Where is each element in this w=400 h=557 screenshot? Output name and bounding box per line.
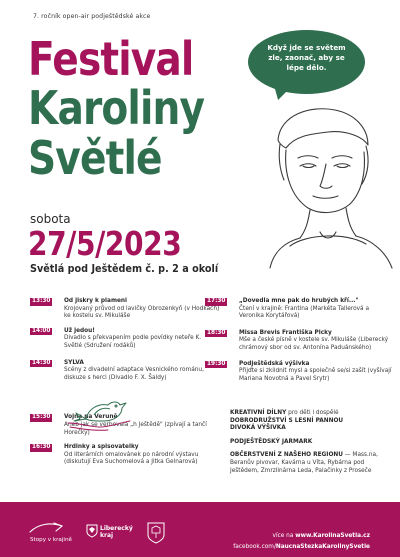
program-item — [30, 360, 220, 383]
portrait-illustration — [250, 100, 400, 270]
workshops-title-2: DOBRODRUŽSTVÍ S LESNÍ PANNOU — [230, 417, 344, 424]
footprints-icon — [28, 520, 68, 536]
event-date: 27/5/2023 — [28, 224, 182, 263]
program-desc: Přijďte si zkildnit mysl a společně se/si zašít (vyšívají Mariana Novotná a Pavel Srytr) — [239, 368, 392, 382]
program-time: 14:00 — [32, 327, 51, 334]
workshops-title: KREATIVNÍ DÍLNY — [230, 410, 287, 416]
logo-stopy-label: Stopy v krajině — [30, 537, 72, 543]
quote-text: Když jde se světem zle, zaonač, aby se lépe dělo. — [267, 43, 346, 72]
facebook-link[interactable]: NaucnaStezkaKarolinySvetle — [275, 544, 370, 550]
program-item — [205, 361, 395, 384]
extra-activities — [230, 410, 380, 481]
folk-bird-icon — [64, 393, 144, 433]
website-prefix: více na — [272, 533, 294, 539]
program-time: 17:30 — [207, 298, 226, 304]
market-title: PODJEŠTĚDSKÝ JARMARK — [230, 438, 313, 445]
program-right — [205, 298, 395, 391]
program-title: Od jiskry k plameni — [64, 298, 128, 304]
workshops-title-3: DIVOKÁ VÝŠIVKA — [230, 425, 286, 432]
program-desc: Scény z divadelní adaptace Vesnického románu, diskuze s herci (Divadlo F. X. Šaldy) — [64, 367, 204, 381]
program-item — [30, 444, 220, 467]
food-title: OBČERSTVENÍ Z NAŠEHO REGIONU — [230, 452, 343, 459]
program-desc: Mše a české písně v kostele sv. Mikuláše (Liberecký chrámový sbor od sv. Antonína Paduánského) — [239, 337, 389, 351]
program-time: 13:30 — [32, 298, 51, 304]
program-title: „Dovedla mne pak do hrubých kří..." — [239, 298, 359, 304]
title-festival: Festival — [28, 32, 194, 86]
title-svetle: Světlé — [28, 131, 162, 185]
food-block — [230, 452, 380, 475]
program-time: 18:30 — [207, 329, 226, 336]
title-karoliny: Karoliny — [28, 81, 205, 135]
edition-label: 7. ročník open-air podještědské akce — [33, 13, 151, 20]
program-desc: Od literárních omalovánek po národní výstavu (diskutují Eva Suchomelová a Jitka Gelnarová) — [64, 451, 199, 466]
program-title: Podještědská výšivka — [239, 360, 310, 367]
event-place: Světlá pod Ještědem č. p. 2 a okolí — [30, 263, 219, 275]
program-item — [205, 330, 395, 353]
program-item — [205, 298, 395, 321]
market-block — [230, 439, 380, 447]
quote-bubble — [248, 30, 365, 94]
footer-links — [233, 531, 370, 553]
logo-liberecky-kraj — [86, 524, 134, 548]
logo-kraj-line2: kraj — [100, 531, 114, 539]
workshops-block — [230, 410, 380, 433]
program-time: 16:30 — [32, 444, 51, 451]
program-left — [30, 298, 220, 467]
event-day: sobota — [30, 212, 71, 226]
kraj-emblem-icon — [86, 524, 98, 538]
program-title: Hrdinky a spisovatelky — [64, 444, 139, 451]
program-item — [30, 328, 220, 351]
food-text: — Mass.na, Beranův pivovar, Kavárna u Víta, Rybárna pod Ještědem, Zmrzlinárna Leda, Palačinky z Proseče — [230, 452, 378, 474]
program-time: 14:30 — [32, 359, 51, 366]
logo-stopy-v-krajine — [28, 520, 80, 546]
program-title: Vojna na Veruně — [64, 414, 118, 421]
municipal-seal-icon — [146, 521, 166, 545]
logo-kraj-label — [100, 526, 133, 539]
facebook-line — [233, 542, 370, 553]
program-desc: Aneb jak se verbovala „h Ještědě" (zpívají a tančí Horečky) — [64, 421, 207, 436]
website-line — [233, 531, 370, 542]
program-desc: Čtení v krajině: Frantina (Markéta Tallerová a Veronika Korytářová) — [239, 305, 369, 320]
logo-kraj-line1: Liberecký — [100, 525, 133, 532]
workshops-audience: pro děti i dospělé — [288, 410, 339, 416]
program-title: Už jedou! — [64, 327, 95, 334]
program-desc: Divadlo s překvapením podle povídky neteře K. Světlé (Sdružení rodáků) — [64, 335, 202, 349]
facebook-prefix: facebook.com/ — [233, 544, 276, 550]
program-item — [30, 298, 220, 321]
program-time: 19:30 — [207, 360, 226, 367]
program-title: Missa Brevis Františka Picky — [239, 329, 332, 336]
program-title: SYLVA — [64, 359, 84, 366]
program-desc: Krojovaný průvod od lavičky Obrozenkyň (v Hodkách) ke kostelu sv. Mikuláše — [64, 305, 220, 320]
website-link[interactable]: www.KarolinaSvetla.cz — [295, 533, 370, 539]
program-time: 15:30 — [32, 414, 51, 421]
